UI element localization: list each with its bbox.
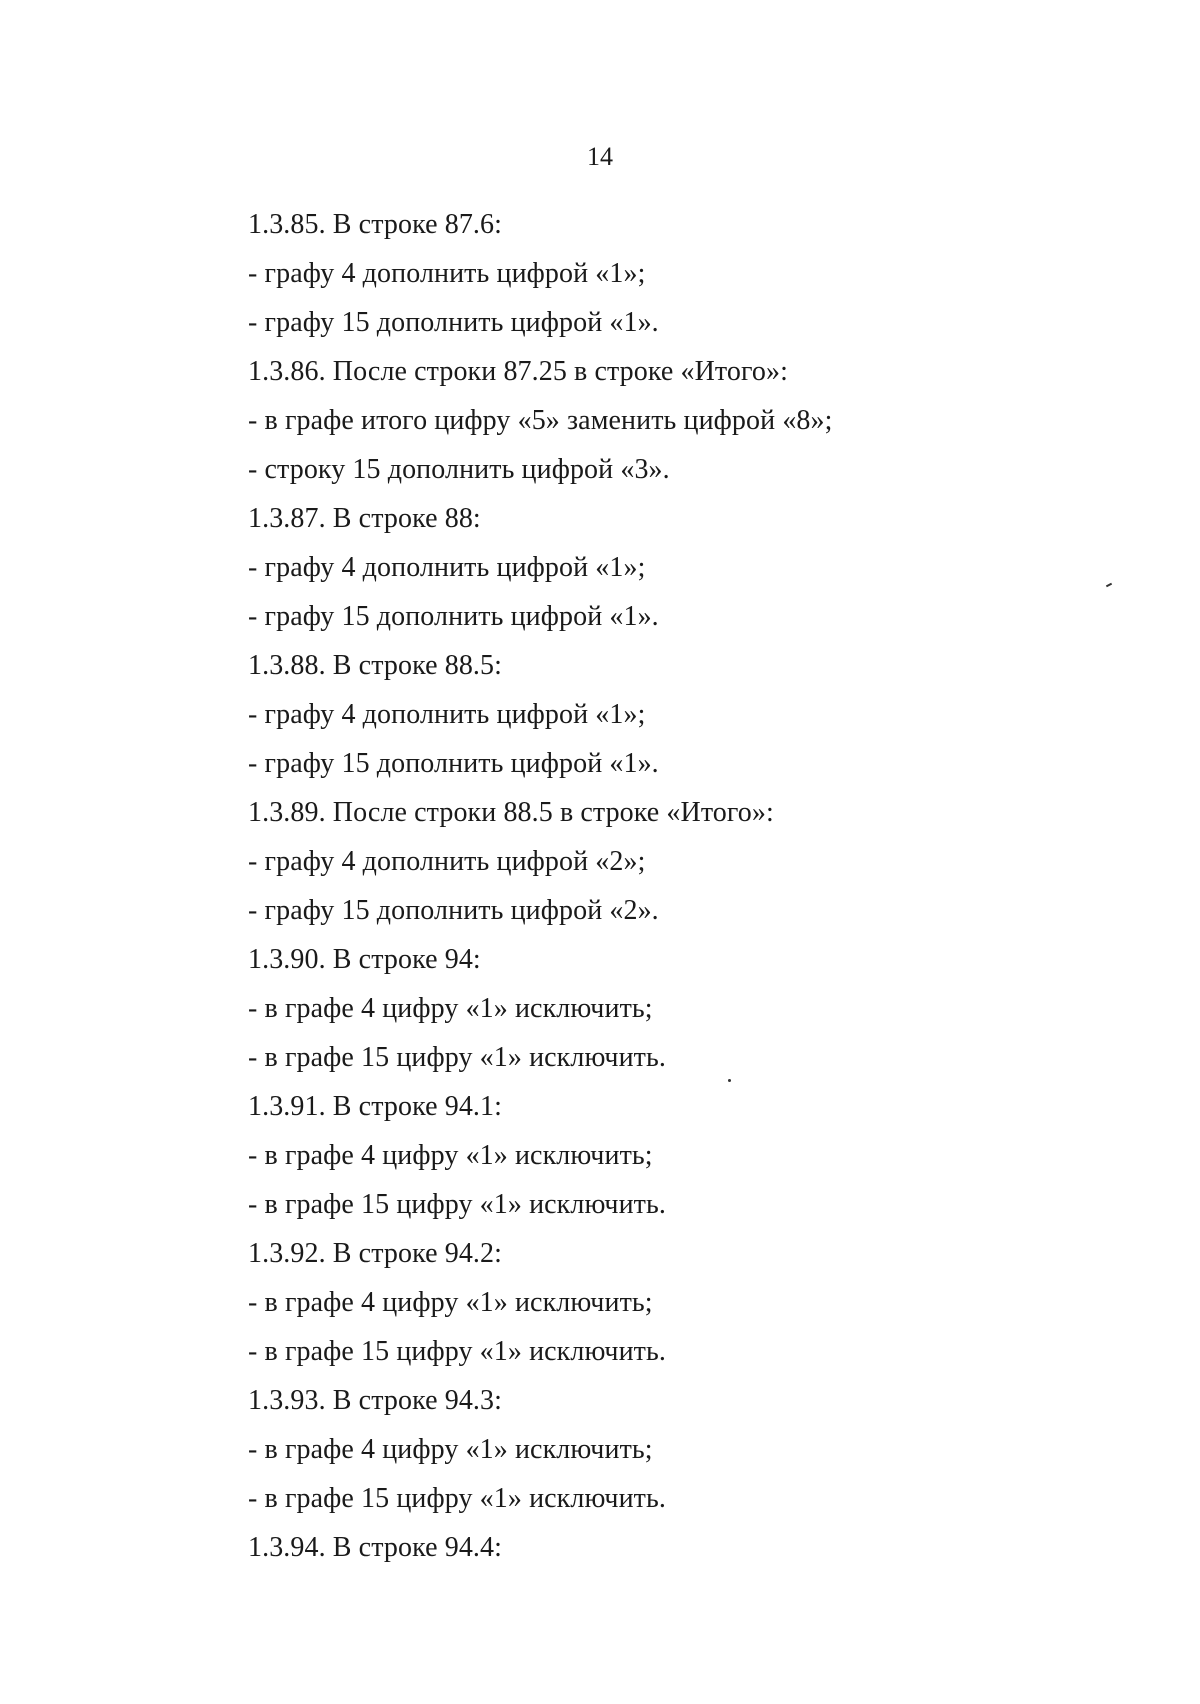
paragraph-heading: 1.3.92. В строке 94.2:	[248, 1238, 502, 1269]
list-item: - графу 15 дополнить цифрой «1».	[248, 601, 659, 632]
paragraph-heading: 1.3.86. После строки 87.25 в строке «Итого»:	[248, 356, 788, 387]
list-item: - в графе 4 цифру «1» исключить;	[248, 993, 653, 1024]
paragraph-heading: 1.3.88. В строке 88.5:	[248, 650, 502, 681]
list-item: - графу 4 дополнить цифрой «1»;	[248, 552, 646, 583]
list-item: - в графе 4 цифру «1» исключить;	[248, 1287, 653, 1318]
list-item: - в графе 15 цифру «1» исключить.	[248, 1483, 666, 1514]
scan-speck	[728, 1079, 731, 1082]
list-item: - графу 4 дополнить цифрой «1»;	[248, 699, 646, 730]
document-body	[248, 200, 1128, 1572]
paragraph-heading: 1.3.89. После строки 88.5 в строке «Итого»:	[248, 797, 774, 828]
paragraph-heading: 1.3.94. В строке 94.4:	[248, 1532, 502, 1563]
list-item: - графу 15 дополнить цифрой «2».	[248, 895, 659, 926]
list-item: - в графе 15 цифру «1» исключить.	[248, 1042, 666, 1073]
list-item: - графу 15 дополнить цифрой «1».	[248, 748, 659, 779]
paragraph-heading: 1.3.91. В строке 94.1:	[248, 1091, 502, 1122]
paragraph-heading: 1.3.85. В строке 87.6:	[248, 209, 502, 240]
list-item: - в графе 15 цифру «1» исключить.	[248, 1189, 666, 1220]
page-number: 14	[587, 142, 613, 171]
list-item: - в графе 15 цифру «1» исключить.	[248, 1336, 666, 1367]
paragraph-heading: 1.3.93. В строке 94.3:	[248, 1385, 502, 1416]
list-item: - в графе 4 цифру «1» исключить;	[248, 1140, 653, 1171]
list-item: - строку 15 дополнить цифрой «3».	[248, 454, 670, 485]
list-item: - в графе итого цифру «5» заменить цифрой «8»;	[248, 405, 833, 436]
list-item: - графу 15 дополнить цифрой «1».	[248, 307, 659, 338]
list-item: - графу 4 дополнить цифрой «1»;	[248, 258, 646, 289]
list-item: - в графе 4 цифру «1» исключить;	[248, 1434, 653, 1465]
paragraph-heading: 1.3.87. В строке 88:	[248, 503, 481, 534]
paragraph-heading: 1.3.90. В строке 94:	[248, 944, 481, 975]
list-item: - графу 4 дополнить цифрой «2»;	[248, 846, 646, 877]
